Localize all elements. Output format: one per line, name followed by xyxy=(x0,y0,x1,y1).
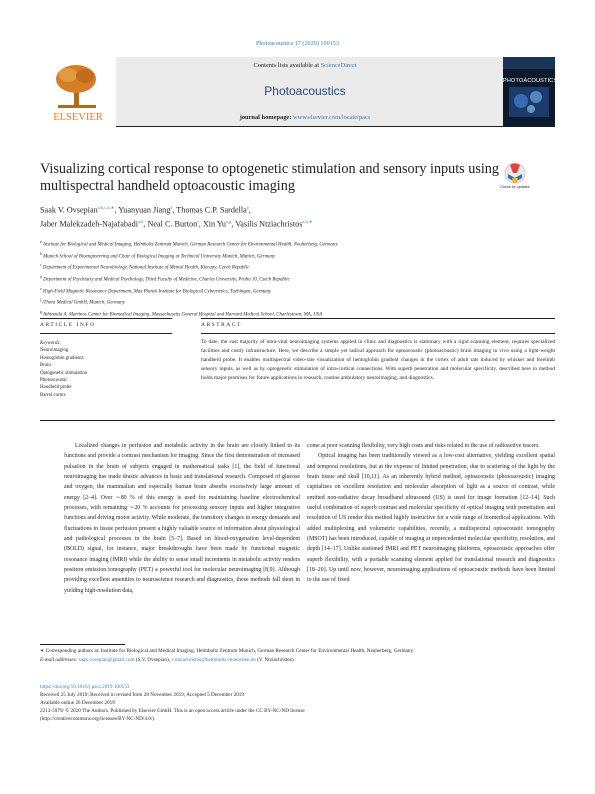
article-info-heading: ARTICLE INFO xyxy=(40,322,96,328)
abstract-text: To date, the vast majority of intra-vital neuroimaging systems applied in clinic and diagnostics is stationary with a rigid scanning element, requires specialized facilities and costly infrastructure. Here, we describe a simple yet radical approach for optoacoustic (photoacoustic) brain imaging in vivo using a light-weight handheld probe. It enables multispectral video-rate visualization of hemoglobin gradient changes in the cortex of adult rats induced by whisker and forelimb sensory inputs, as well as by optogenetic stimulation of intra-cortical connections. With superb penetration and molecular specificity, described here in method holds major promises for future applications in research, routine ambulatory neuroimaging, and diagnostics. xyxy=(201,339,555,381)
affiliation-item: $^e$ High-Field Magnetic Resonance Department, Max Planck Institute for Biological Cybernetics, Tuebingen, Germany xyxy=(40,286,272,295)
body-paragraph: Localized changes in perfusion and metabolic activity in the brain are closely linked to its functions and provide a contrast mechanism for imaging. Since the first demonstration of increased pulsation in the brain of subjects engaged in mathematical tasks [1], the field of functional neuroimaging has made drastic advances in basic and translational research. Composed of glucose and oxygen, the mammalian and especially human brain absorbs excessively large amount of energy [2–4]. Over ∼80 % of this energy is used for maintaining baseline electrochemical processes, with remaining ∼20 % accounts for processing sensory inputs and higher integrative functions and driving motor activity. While moderate, the transitory changes in energy demands and fluctuations in tissue perfusion present a highly valuable source of information about physiological and pathological processes in the brain [5–7]. Based on blood-oxygenation level-dependent (BOLD) signal, for instance, major breakthroughs have been made by functional magnetic resonance imaging (fMRI) while the ability to sense small increments in metabolic activity renders positron emission tomography (PET) a powerful tool for molecular neuroimaging [8,9]. Although providing excellent amenities to neuroscience research and diagnostics, these methods fall short in yielding high-resolution data, xyxy=(64,443,300,594)
keyword: Brain xyxy=(40,363,51,369)
email-link[interactable]: v.ntziachristos@helmholtz-muenchen.de xyxy=(171,656,256,663)
affiliation-item: $^g$ Athinoula A. Martinos Center for Biomedical Imaging, Massachusetts General Hospital and Harvard Medical School, Charlestown, MA, USA xyxy=(40,309,323,318)
body-paragraph: come at poor scanning flexibility, very high costs and risks related to the use of radioactive tracers. xyxy=(307,443,540,449)
divider xyxy=(40,333,172,334)
author-name[interactable]: Thomas C.P. Sardella xyxy=(176,205,247,215)
contents-line: Contents lists available at ScienceDirect xyxy=(253,62,357,69)
affiliation-item: $^c$ Department of Experimental Neurobiology, National Institute of Mental Health, Klecany, Czech Republic xyxy=(40,263,250,271)
doi-link[interactable]: https://doi.org/10.1016/j.pacs.2019.100153 xyxy=(40,684,130,690)
author-name[interactable]: Jaber Malekzadeh-Najafabadi xyxy=(40,219,138,229)
affiliation-item: $^d$ Department of Psychiatry and Medical Psychology, Third Faculty of Medicine, Charles University, Praha 10, Czech Republic xyxy=(40,274,290,283)
sciencedirect-link[interactable]: ScienceDirect xyxy=(320,62,357,69)
cover-title: PHOTOACOUSTICS xyxy=(503,78,558,84)
publication-info xyxy=(40,683,555,723)
divider xyxy=(40,420,555,421)
journal-homepage: journal homepage: www.elsevier.com/locate/pacs xyxy=(239,114,371,121)
received-dates: Received 25 July 2019; Received in revised form 28 November 2019; Accepted 5 December 2019 xyxy=(40,692,244,698)
keyword: Barrel cortex xyxy=(40,392,66,398)
body-column-right xyxy=(307,441,555,586)
affiliation-item: $^b$ Munich School of Bioengineering and Chair of Biological Imaging at Technical University Munich, Munich, Germany xyxy=(40,251,276,260)
keyword: Neuroimaging xyxy=(40,348,69,354)
author-list-line-2: Jaber Malekzadeh-Najafabadi$^{a,b}$, Neal C. Burton$^f$, Xin Yu$^{e,g}$, Vasilis Ntziachristos$^{a,b,∗}$ xyxy=(40,219,313,229)
journal-cover-image[interactable] xyxy=(503,57,558,127)
author-name[interactable]: Vasilis Ntziachristos xyxy=(235,219,303,229)
affiliation-item: $^f$ iThera Medical GmbH, Munich, Germany xyxy=(40,298,125,306)
keyword: Hemoglobin gradients xyxy=(40,355,84,361)
body-column-left xyxy=(64,441,300,596)
keyword: Photoacoustic xyxy=(40,378,68,384)
email-link[interactable]: saak.ovsepian@gmail.com xyxy=(78,656,135,663)
author-name[interactable]: Saak V. Ovsepian xyxy=(40,205,98,215)
journal-reference[interactable]: Photoacoustics 17 (2020) 100153 xyxy=(255,40,339,47)
keyword: Handheld probe xyxy=(40,385,72,391)
article-title: Visualizing cortical response to optogenetic stimulation and sensory inputs using multispectral handheld optoacoustic imaging xyxy=(40,161,499,194)
available-online: Available online 26 December 2019 xyxy=(40,700,115,706)
affiliation-item: $^a$ Institute for Biological and Medical Imaging, Helmholtz Zentrum Munich, German Research Center for Environmental Health, Neuherberg, Germany xyxy=(40,240,338,248)
author-name[interactable]: Yuanyuan Jiang xyxy=(118,205,171,215)
journal-title: Photoacoustics xyxy=(264,84,346,98)
crossmark-icon[interactable] xyxy=(499,162,531,198)
footnote-divider xyxy=(40,644,125,645)
affiliations xyxy=(40,238,555,319)
elsevier-logo[interactable] xyxy=(40,57,116,127)
keywords-label: Keywords: xyxy=(40,341,62,346)
divider xyxy=(201,333,555,334)
body-paragraph: Optical imaging has been traditionally viewed as a low-cost alternative, yielding excellent spatial and temporal resolutions, but at the expense of limited penetration, due to scattering of the light by the brain tissue and skull [10,11]. As an inherently hybrid method, optoacoustic (photoacoustic) imaging capitalizes on excellent resolution and molecular absorption of light as a source of contrast, while emitted non-radiative decay broadband ultrasound (US) is used for image formation [12–14]. Such useful combination of superb contrast and molecular specificity of optical imaging with penetration and resolution of US render this method highly instructive for a wide range of biomedical applications. With added multiplexing and volumetric capabilities, recently, a multispectral optoacoustic tomography (MSOT) has been introduced, capable of imaging at unprecedented molecular specificity, resolution, and depth [14–17]. Unlike stationed fMRI and PET neuroimaging platforms, optoacoustic approaches offer superb flexibility, with a portable scanning element applied for translational research and diagnostics [18–20]. Up until now, however, neuroimaging applications of optoacoustic methods have been limited to the use of fixed xyxy=(307,453,555,584)
license-text: 2213-5979/ © 2020 The Authors. Published by Elsevier GmbH. This is an open access article under the CC BY-NC-ND license xyxy=(40,708,305,714)
divider xyxy=(40,318,172,319)
email-addresses: E-mail addresses: saak.ovsepian@gmail.com (S.V. Ovsepian), v.ntziachristos@helmholtz-muenchen.de (V. Ntziachristos). xyxy=(40,656,295,663)
author-name[interactable]: Neal C. Burton xyxy=(147,219,198,229)
license-url[interactable]: (http://creativecommons.org/licenses/BY-NC-ND/4.0/). xyxy=(40,716,156,722)
corresponding-author-note: ∗ Corresponding authors at: Institute for Biological and Medical Imaging, Helmholtz Zentrum Munich, German Research Center for Environmental Health, Neuherberg, Germany. xyxy=(40,648,414,654)
homepage-link[interactable]: www.elsevier.com/locate/pacs xyxy=(292,114,371,121)
keyword: Optogenetic stimulation xyxy=(40,370,88,376)
author-name[interactable]: Xin Yu xyxy=(202,219,226,229)
divider xyxy=(201,318,555,319)
abstract-heading: ABSTRACT xyxy=(201,322,242,328)
keywords-list xyxy=(40,340,180,399)
crossmark-label: Check for updates xyxy=(500,185,530,189)
publisher-name: ELSEVIER xyxy=(53,112,103,123)
author-list-line-1: Saak V. Ovsepian$^{a,b,c,d,∗}$, Yuanyuan Jiang$^a$, Thomas C.P. Sardella$^e$, xyxy=(40,205,251,215)
footnotes xyxy=(40,647,555,665)
